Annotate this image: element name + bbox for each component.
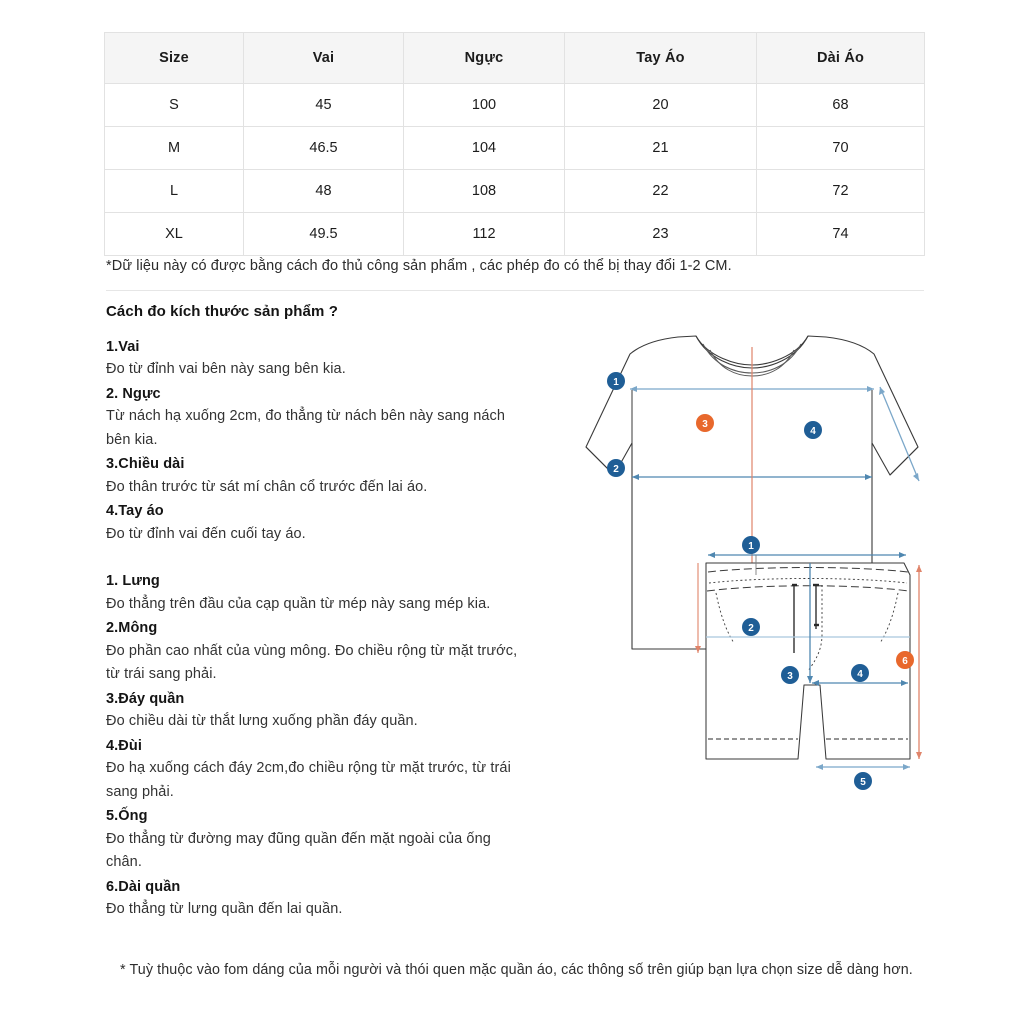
instruction-body: Đo thân trước từ sát mí chân cổ trước đến lai áo. — [106, 478, 428, 495]
instruction-heading: 2. Ngực — [106, 385, 161, 402]
instruction-heading: 1.Vai — [106, 339, 140, 355]
instruction-heading: 6.Dài quần — [106, 878, 181, 895]
shorts-marker-2-label: 2 — [748, 623, 754, 634]
cell-size: M — [105, 127, 244, 170]
column-header-tay-ao: Tay Áo — [565, 33, 757, 84]
shorts-marker-3 — [781, 666, 799, 684]
cell-nguc: 112 — [404, 213, 565, 256]
shirt-marker-2-label: 2 — [613, 464, 619, 475]
instruction-body: Đo thẳng từ đường may đũng quần đến mặt ngoài của ống chân. — [106, 830, 491, 871]
cell-nguc: 108 — [404, 170, 565, 213]
instruction-heading: 5.Ống — [106, 808, 148, 825]
instruction-body: Đo từ đỉnh vai bên này sang bên kia. — [106, 361, 346, 378]
instruction-body: Đo phần cao nhất của vùng mông. Đo chiều rộng từ mặt trước, từ trái sang phải. — [106, 642, 518, 683]
table-row — [105, 127, 925, 170]
cell-tay-ao: 23 — [565, 213, 757, 256]
instruction-heading: 2.Mông — [106, 620, 158, 637]
instruction-body: Từ nách hạ xuống 2cm, đo thẳng từ nách bên này sang nách bên kia. — [106, 408, 506, 448]
instruction-heading: 4.Tay áo — [106, 503, 164, 520]
shirt-marker-2 — [607, 459, 625, 477]
size-chart-table — [104, 32, 925, 256]
instruction-heading: 1. Lưng — [106, 573, 160, 590]
page-title: Cách đo kích thước sản phẩm ? — [106, 303, 338, 320]
cell-size: S — [105, 84, 244, 127]
shorts-marker-6 — [896, 651, 914, 669]
cell-vai: 45 — [244, 84, 404, 127]
instruction-item-pants-2 — [106, 617, 526, 686]
cell-nguc: 100 — [404, 84, 565, 127]
instruction-heading: 3.Đáy quần — [106, 690, 185, 707]
instruction-item-shirt-3 — [106, 453, 526, 499]
cell-dai-ao: 70 — [757, 127, 925, 170]
section-spacer — [106, 547, 526, 570]
instruction-body: Đo từ đỉnh vai đến cuối tay áo. — [106, 525, 306, 542]
shorts-marker-1 — [742, 536, 760, 554]
instruction-item-shirt-1 — [106, 336, 526, 382]
instruction-body: Đo thẳng trên đầu của cạp quần từ mép này sang mép kia. — [106, 595, 491, 612]
shorts-marker-2 — [742, 618, 760, 636]
cell-tay-ao: 21 — [565, 127, 757, 170]
instruction-item-shirt-4 — [106, 500, 526, 546]
table-row — [105, 84, 925, 127]
column-header-nguc: Ngực — [404, 33, 565, 84]
instruction-body: Đo thẳng từ lưng quần đến lai quần. — [106, 900, 343, 917]
cell-vai: 49.5 — [244, 213, 404, 256]
shorts-marker-5 — [854, 772, 872, 790]
measurement-instructions — [106, 303, 526, 922]
measurement-diagram — [520, 335, 940, 805]
cell-vai: 46.5 — [244, 127, 404, 170]
cell-vai: 48 — [244, 170, 404, 213]
shorts-marker-1-label: 1 — [748, 541, 754, 552]
shirt-marker-3 — [696, 414, 714, 432]
bottom-disclaimer: * Tuỳ thuộc vào fom dáng của mỗi người và thói quen mặc quần áo, các thông số trên giúp bạn lựa chọn size dễ dàng hơn. — [120, 962, 913, 978]
cell-dai-ao: 74 — [757, 213, 925, 256]
shorts-marker-5-label: 5 — [860, 777, 866, 788]
cell-size: XL — [105, 213, 244, 256]
shorts-marker-6-label: 6 — [902, 656, 908, 667]
instruction-heading: 4.Đùi — [106, 737, 142, 754]
shirt-marker-4 — [804, 421, 822, 439]
instruction-item-pants-3 — [106, 688, 526, 734]
section-divider — [106, 290, 924, 291]
cell-dai-ao: 72 — [757, 170, 925, 213]
instruction-item-shirt-2 — [106, 383, 526, 452]
column-header-size: Size — [105, 33, 244, 84]
cell-tay-ao: 20 — [565, 84, 757, 127]
column-header-vai: Vai — [244, 33, 404, 84]
table-header-row — [105, 33, 925, 84]
instruction-item-pants-5 — [106, 805, 526, 874]
shirt-marker-1-label: 1 — [613, 377, 619, 388]
column-header-dai-ao: Dài Áo — [757, 33, 925, 84]
shorts-illustration — [706, 563, 910, 759]
instruction-item-pants-4 — [106, 735, 526, 804]
cell-nguc: 104 — [404, 127, 565, 170]
instruction-item-pants-6 — [106, 876, 526, 922]
cell-tay-ao: 22 — [565, 170, 757, 213]
instruction-item-pants-1 — [106, 570, 526, 616]
table-row — [105, 213, 925, 256]
table-row — [105, 170, 925, 213]
instruction-body: Đo chiều dài từ thắt lưng xuống phần đáy quần. — [106, 713, 418, 730]
shorts-marker-4 — [851, 664, 869, 682]
shorts-marker-3-label: 3 — [787, 671, 793, 682]
shirt-marker-1 — [607, 372, 625, 390]
table-footnote: *Dữ liệu này có được bằng cách đo thủ công sản phẩm , các phép đo có thể bị thay đổi 1-2 CM. — [106, 258, 732, 274]
instruction-body: Đo hạ xuống cách đáy 2cm,đo chiều rộng từ mặt trước, từ trái sang phải. — [106, 760, 511, 800]
shirt-marker-4-label: 4 — [810, 426, 816, 437]
instruction-heading: 3.Chiều dài — [106, 456, 185, 473]
cell-size: L — [105, 170, 244, 213]
cell-dai-ao: 68 — [757, 84, 925, 127]
shorts-marker-4-label: 4 — [857, 669, 863, 680]
shirt-marker-3-label: 3 — [702, 419, 708, 430]
